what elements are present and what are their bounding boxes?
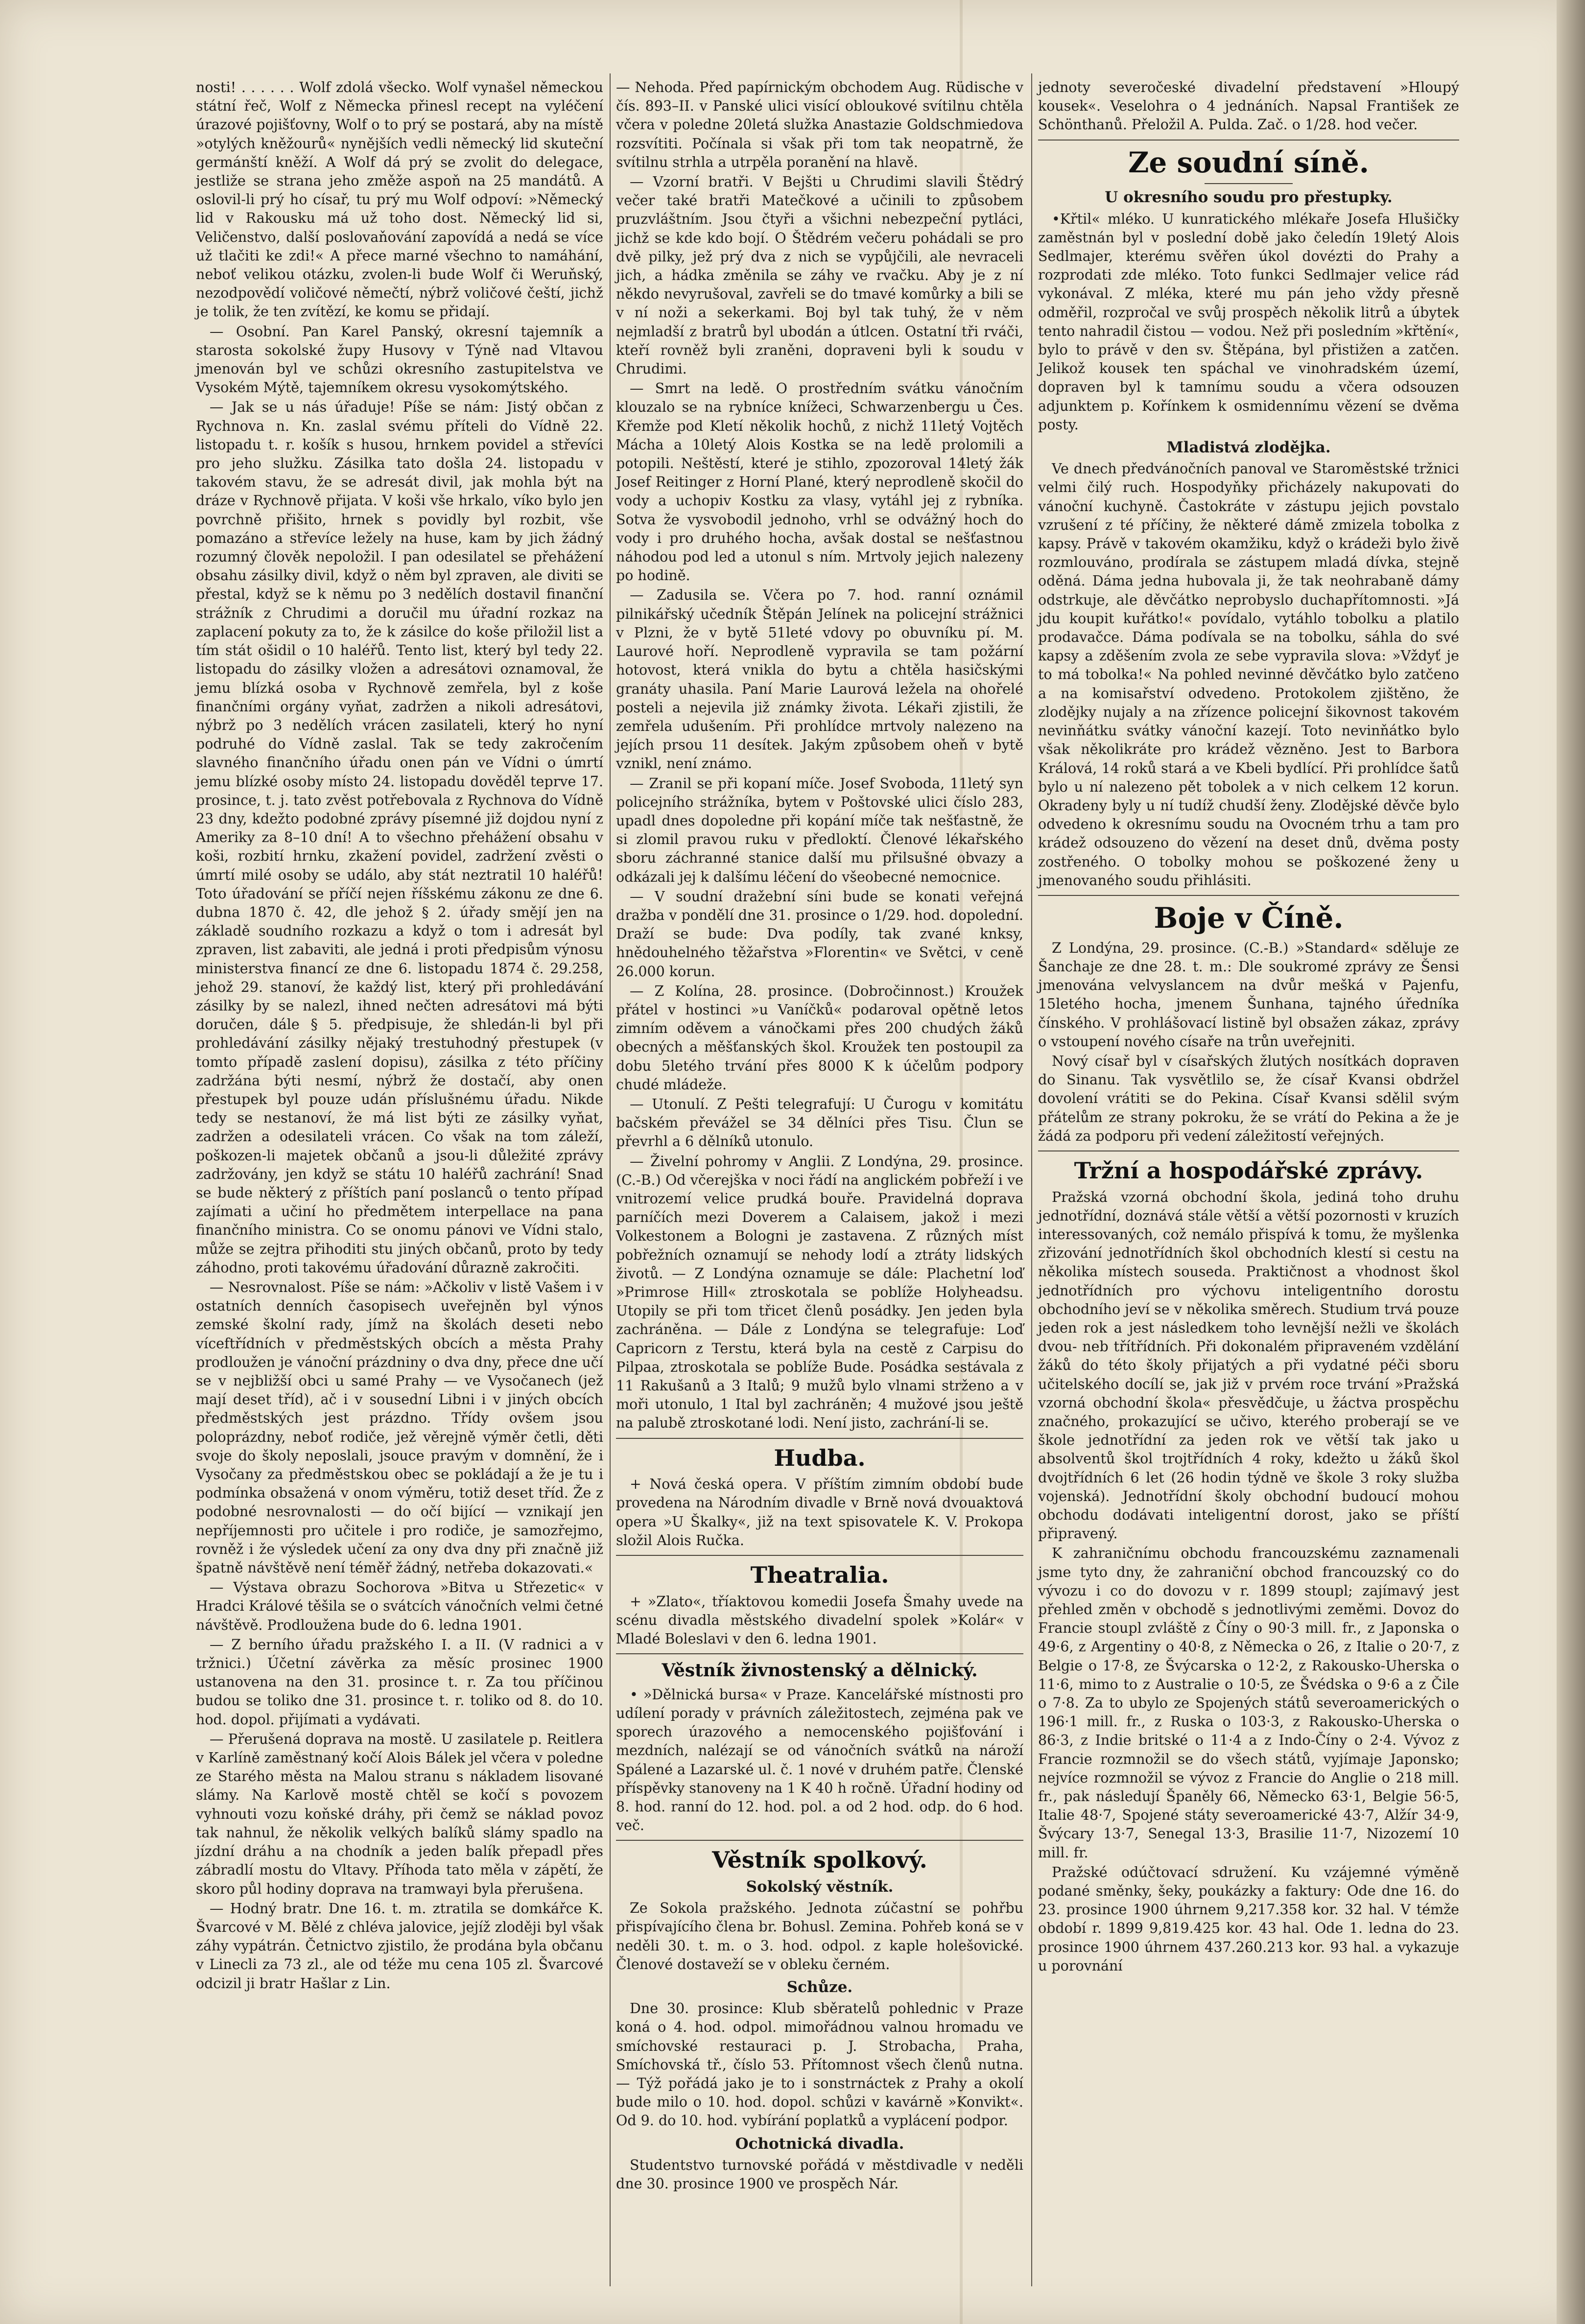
column-middle	[616, 78, 1023, 2194]
subheading-okresni-soud: U okresního soudu pro přestupky.	[1105, 188, 1393, 207]
section-rule	[616, 1653, 1023, 1654]
article-schuze: Dne 30. prosince: Klub sběratelů pohlednic v Praze koná o 4. hod. odpol. mimořádnou valnou hromadu ve smíchovské restauraci p. J. Strobacha, Praha, Smíchovská tř., číslo 53. Přítomnost všech členů nutna. — Týž pořádá jako je to i sonstrnáctek z Prahy a okolí bude milo o 10. hod. dopol. schůzi v kavárně »Konvikt«. Od 9. do 10. hod. vybírání poplatků a vyplácení podpor.	[616, 2000, 1023, 2129]
article-sokol-prazsky: Ze Sokola pražského. Jednota zúčastní se pohřbu přispívajícího člena br. Bohusl. Zemina. Pohřeb koná se v neděli 30. t. m. o 3. hod. odpol. z kaple holešovické. Členové dostaveží se v obleku černém.	[616, 1900, 1023, 1972]
article-osobni: — Osobní. Pan Karel Panský, okresní tajemník a starosta sokolské župy Husovy v Týně nad Vltavou jmenován byl ve schůzi okresního zastupitelstva ve Vysokém Mýtě, tajemníkem okresu vysokomýtského.	[196, 323, 603, 396]
subheading-ochotnicka-divadla: Ochotnická divadla.	[735, 2135, 904, 2153]
column-left	[196, 78, 603, 1994]
article-smrt-na-lede: — Smrt na ledě. O prostředním svátku vánočním klouzalo se na rybníce knížeci, Schwarzenbergu u Čes. Křemže pod Kletí několik hochů, z nichž 11letý Vojtěch Mácha a 10letý Alois Kostka se na ledě prolomili a potopili. Neštěstí, které je stihlo, zpozoroval 14letý žák Josef Reitinger z Horní Plané, který neprodleně skočil do vody a uchopiv Kostku za vlasy, vytáhl jej z rybníka. Sotva že vysvobodil jednoho, vrhl se odvážný hoch do vody i pro druhého hocha, avšak dostal se nešťastnou náhodou pod led a utonul s ním. Mrtvoly jejich nalezeny po hodině.	[616, 380, 1023, 584]
section-heading-ze-soudni-sine: Ze soudní síně.	[1128, 145, 1369, 179]
article-wolf-end: nosti! . . . . . . Wolf zdolá všecko. Wolf vynašel německou státní řeč, Wolf z Německa přinesl recept na vyléčení úrazové pojišťovny, Wolf o to prý se postará, aby na místě »otylých kněžourů« nynějších vedli německý lid skuteční germánští kněží. A Wolf dá prý se zvolit do delegace, jestliže se strana jeho změže aspoň na 25 mandátů. A oslovil-li prý ho císař, tu prý mu Wolf odpoví: »Německý lid v Rakousku má už toho dost. Německý lid si, Veličenstvo, další poslovaňování zapovídá a nedá se více už tlačiti ke zdi!« A přece marné všechno to namáhání, neboť velikou otázku, zvolen-li bude Wolf či Weruňský, nezodpovědí voličové němečtí, nýbrž voličové čeští, jichž je tolik, že ten zvítězí, ke komu se přidají.	[196, 79, 603, 320]
article-berni-urad: — Z berního úřadu pražského I. a II. (V radnici a v tržnici.) Účetní závěrka za měsíc prosinec 1900 ustanovena na den 31. prosince t. r. Za tou příčinou budou se toliko dne 31. prosince t. r. toliko od 8. do 10. hod. dopol. přijímati a vydávati.	[196, 1636, 603, 1728]
section-heading-vestnik-spolkovy: Věstník spolkový.	[712, 1847, 927, 1874]
section-heading-theatralia: Theatralia.	[750, 1562, 889, 1589]
article-zivelni-pohromy: — Živelní pohromy v Anglii. Z Londýna, 29. prosince. (C.-B.) Od včerejška v noci řádí na anglickém pobřeží i ve vnitrozemí velice prudká bouře. Pravidelná doprava parníčích mezi Doverem a Calaisem, jakož i mezi Volkestonem a Bologni je zastavena. Z různých míst pobřežních oznamují se nehody lodí a ztráty lidských životů. — Z Londýna oznamuje se dále: Plachetní loď »Primrose Hill« ztroskotala se poblíže Holyheadsu. Utopily se při tom třicet členů posádky. Jen jeden byla zachráněna. — Dále z Londýna se telegrafuje: Loď Capricorn z Terstu, která byla na cestě z Carpisu do Pilpaa, ztroskotala se poblíže Bude. Posádka sestávala z 11 Rakušanů a 3 Italů; 9 mužů bylo vlnami strženo a v moři utonulo, 1 Ital byl zachráněn; 4 mužové jsou ještě na palubě ztroskotané lodi. Není jisto, zachrání-li se.	[616, 1153, 1023, 1432]
article-kritil-mleko: •Křtil« mléko. U kunratického mlékaře Josefa Hlušičky zaměstnán byl v poslední době jako čeledín 19letý Alois Sedlmajer, kterému svěřen úkol dovézti do Prahy a rozprodati zde mléko. Toto funkci Sedlmajer velice rád vykonával. Z mléka, které mu pán jeho vždy přesně odměřil, rozpročal ve svůj prospěch několik litrů a úbytek tento nahradil čistou — vodou. Než při posledním »křtění«, bylo to právě v den sv. Štěpána, byl přistižen a zatčen. Jelikož kousek ten spáchal ve vinohradském území, dopraven byl k tamnímu soudu a včera odsouzen adjunktem p. Kořínkem k osmidennímu vězení se dvěma posty.	[1038, 211, 1459, 433]
article-z-kolina: — Z Kolína, 28. prosince. (Dobročinnost.) Kroužek přátel v hostinci »u Vaníčků« podaroval opětně letos zimním oděvem a vánočkami přes 200 chudých žáků obecných a měšťanských škol. Kroužek ten postoupil za dobu 5letého trvání přes 8000 K k účelům podpory chudé mládeže.	[616, 983, 1023, 1093]
article-soudni-drazba: — V soudní dražební síni bude se konati veřejná dražba v pondělí dne 31. prosince o 1/29. hod. dopolední. Draží se bude: Dva podíly, tak zvané knksy, hnědouhelného těžařstva »Florentin« ve Světci, v ceně 26.000 korun.	[616, 888, 1023, 980]
article-nehoda: — Nehoda. Před papírnickým obchodem Aug. Rüdische v čís. 893–II. v Panské ulici visící obloukové svítilnu chtěla včera v poledne 20letá služka Anastazie Goldschmiedova rozsvítiti. Počínala si však při tom tak neopatrně, že svítilnu strhla a utrpěla poranění na hlavě.	[616, 79, 1023, 170]
article-ochotnicka-divadla: Studentstvo turnovské pořádá v městdivadle v neděli dne 30. prosince 1900 ve prospěch Nár.	[616, 2157, 1023, 2192]
article-utonuli: — Utonulí. Z Pešti telegrafují: U Čurogu v komitátu bačském převážel se 34 dělníci přes Tisu. Člun se převrhl a 6 dělníků utonulo.	[616, 1096, 1023, 1150]
article-ochotnicka-continued: jednoty severočeské divadelní představení »Hloupý kousek«. Veselohra o 4 jednáních. Napsal František ze Schönthanů. Přeložil A. Pulda. Zač. o 1/28. hod večer.	[1038, 79, 1459, 133]
article-zadusila-se: — Zadusila se. Včera po 7. hod. ranní oznámil pilnikářský učedník Štěpán Jelínek na policejní strážnici v Plzni, že v bytě 51leté vdovy po obuvníku pí. M. Laurové hoří. Neprodleně vypravila se tam požární hotovost, která vnikla do bytu a chtěla hasičskými granáty uhasila. Paní Marie Laurová ležela na ohořelé posteli a nejevila již známky života. Lékaři zjistili, že zemřela udušením. Při prohlídce mrtvoly nalezeno na jejích prsou 11 desítek. Jakým způsobem oheň v bytě vznikl, není známo.	[616, 587, 1023, 772]
column-divider	[1031, 73, 1032, 2286]
section-rule	[1038, 895, 1459, 896]
column-divider	[610, 73, 611, 2286]
subheading-mladistva-zlodejka: Mladistvá zlodějka.	[1166, 439, 1331, 457]
article-mladistva-zlodejka: Ve dnech předvánočních panoval ve Staroměstské tržnici velmi čilý ruch. Hospodyňky přicházely nakupovati do vánoční kuchyně. Častokráte v zástupu jejich povstalo vzrušení z té příčiny, že některé dámě zmizela tobolka z kapsy. Právě v takovém okamžiku, když o krádeži bylo živě rozmlouváno, prodírala se zástupem mladá dívka, stejně oděná. Dáma jedna hubovala ji, že tak neohrabaně dámy odstrkuje, ale děvčátko neprobyslo duchapřítomnosti. »Já jdu koupit kuřátko!« povídalo, vytáhlo tobolku a platilo prodavačce. Dáma podívala se na tobolku, sáhla do své kapsy a zděšením zvola ze sebe vypravila slova: »Vždyť je to má tobolka!« Na pohled nevinné děvčátko bylo zatčeno a na komisařství odvedeno. Protokolem zjištěno, že zlodějky nujaly a na zřízence policejní šikovnost takovém nevinňátku svátky vánoční kazejí. Toto nevinňátko bylo však několikráte pro krádež vězněno. Jest to Barbora Králová, 14 roků stará a ve Kbeli bydlící. Při prohlídce šatů bylo u ní nalezeno pět tobolek a v nich celkem 12 korun. Okradeny byly u ní tudíž chudší ženy. Zlodějské děvče bylo odvedeno k okresnímu soudu na Ovocném trhu a tam pro krádež odsouzeno do vězení na deset dnů, dvěma posty zostřeného. O tobolky mohou se poškozené ženy u jmenovaného soudu přihlásiti.	[1038, 461, 1459, 889]
page-edge-shadow	[1557, 0, 1585, 2324]
article-zahranicni-obchod: K zahraničnímu obchodu francouzskému zaznamenali jsme tyto dny, že zahraniční obchod francouzský co do vývozu i co do dovozu v r. 1899 stoupl; zajímavý jest přehled změn v obchodě s jednotlivými zeměmi. Dovoz do Francie stoupl zvláště z Číny o 90·3 mill. fr., z Japonska o 49·6, z Argentiny o 40·8, z Německa o 26, z Italie o 20·7, z Belgie o 17·8, ze Švýcarska o 12·2, z Rakousko-Uherska o 11·6, mimo to z Australie o 10·5, ze Švédska o 9·6 a z Čile o 7·8. Za to ubylo ze Spojených států severoamerických o 196·1 mill. fr., z Ruska o 103·3, z Rakousko-Uherska o 86·3, z Indie britské o 11·4 a z Indo-Číny o 2·4. Vývoz z Francie rozmnožil se do všech států, vyjímaje Japonsko; nejvíce rozmnožil se vývoz z Francie do Anglie o 218 mill. fr., pak následují Španěly 66, Německo 63·1, Belgie 56·5, Italie 48·7, Spojené státy severoamerické 43·7, Alžír 34·9, Švýcary 13·7, Senegal 13·3, Brasilie 11·7, Nizozemí 10 mill. fr.	[1038, 1545, 1459, 1861]
article-odúctovaci-sdruzeni: Pražské odúčtovací sdružení. Ku vzájemné výměně podané směnky, šeky, poukázky a faktury: Ode dne 16. do 23. prosince 1900 úhrnem 9,217.358 kor. 32 hal. V témže období r. 1899 9,819.425 kor. 43 hal. Ode 1. ledna do 23. prosince 1900 úhrnem 437.260.213 kor. 93 hal. a vykazuje u porovnání	[1038, 1864, 1459, 1974]
section-rule	[1038, 1150, 1459, 1151]
column-right	[1038, 78, 1459, 1976]
section-heading-boje-v-cine: Boje v Číně.	[1154, 901, 1344, 935]
article-novy-cisar: Nový císař byl v císařských žlutých nosítkách dopraven do Sinanu. Tak vysvětlilo se, že císař Kvansi obdržel dovolení vrátiti se do Pekina. Císař Kvansi sdělil svým přátelům ze strany pokroku, že se vrátí do Pekina a že je žádá za podporu při vedení záležitostí veřejných.	[1038, 1053, 1459, 1144]
section-heading-vestnik-zivnostensky: Věstník živnostenský a dělnický.	[662, 1660, 978, 1681]
article-vystava-obrazu: — Výstava obrazu Sochorova »Bitva u Střezetic« v Hradci Králové těšila se o svátcích vánočních velmi četné návštěvě. Prodloužena bude do 6. ledna 1901.	[196, 1579, 603, 1633]
article-nesrovnalost: — Nesrovnalost. Píše se nám: »Ačkoliv v listě Vašem i v ostatních denních časopisech uveřejněn byl výnos zemské školní rady, jímž na školách deseti nebo víceftřídních v předměstských obcích a města Prahy prodloužen je vánoční prázdniny o dva dny, přece dne učí se v nejbližší obci u samé Prahy — ve Vysočanech (jež mají deset tříd), ač i v sousední Libni i v jiných obcích předměstských jest prázdno. Třídy ovšem jsou poloprázdny, neboť rodiče, jež věrejně výměr četli, děti svoje do školy neposlali, jsouce pravým v domnění, že i Vysočany za předměstskou obec se pokládají a že je tu i podmínka obsažená v onom výměru, totiž deset tříd. Že z podobné nesrovnalosti — do očí bijící — vznikají jen nepříjemnosti pro učitele i pro rodiče, je samozřejmo, rovněž i že výsledek učení za ony dva dny při značně již špatně návštěvě není téměř žádný, netřeba dokazovati.«	[196, 1279, 603, 1576]
article-hodny-bratr: — Hodný bratr. Dne 16. t. m. ztratila se domkářce K. Švarcové v M. Bělé z chléva jalovice, jejíž zloději byl však záhy vypátrán. Četnictvo zjistilo, že prodána byla občanu v Linecli za 73 zl., ale od téže mu cena 105 zl. Švarcové odcizil ji bratr Hašlar z Lin.	[196, 1900, 603, 1992]
article-vzorni-bratri: — Vzorní bratři. V Bejšti u Chrudimi slavili Štědrý večer také bratři Matečkové a učinili to způsobem pruzvláštním. Jsou čtyři a všichni nebezpeční pytláci, jichž se kde kdo bojí. O Štědrém večeru pohádali se pro dvě pilky, jež prý dva z nich se vypůjčili, ale nevraceli jich, a hádka změnila se záhy ve rvačku. Aby je z ní někdo nevyrušoval, zavřeli se do tmavé komůrky a bili se v ní noži a sekerkami. Boj byl tak tuhý, že v něm nejmladší z bratrů byl ubodán a útlcen. Ostatní tři rváči, kteří rovněž byli zraněni, dopraveni byli k soudu v Chrudimi.	[616, 174, 1023, 377]
article-prerusena-doprava: — Přerušená doprava na mostě. U zasilatele p. Reitlera v Karlíně zaměstnaný kočí Alois Bálek jel včera v poledne ze Starého města na Malou stranu s nákladem lisované slámy. Na Karlově mostě chtěl se kočí s povozem vyhnouti vozu koňské dráhy, při čemž se náklad povoz tak nahnul, že několik velkých balíků slámy spadlo na jízdní dráhu a na chodník a jeden balík přepadl přes zábradlí mostu do Vltavy. Příhoda tato měla v zápětí, že skoro půl hodiny doprava na tramwayi byla přerušena.	[196, 1731, 603, 1897]
article-jak-se-u-nas-uraduje: — Jak se u nás úřaduje! Píše se nám: Jistý občan z Rychnova n. Kn. zaslal svému příteli do Vídně 22. listopadu t. r. košík s husou, hrnkem povidel a střevíci pro jeho služku. Zásilka tato došla 24. listopadu v takovém stavu, že se adresát divil, jak mohla být na dráze v Rychnově přijata. V koši vše hrkalo, víko bylo jen povrchně přišito, hrnek s povidly byl rozbit, vše pomazáno a střevíce ležely na huse, kam by jich žádný rozumný člověk nepoložil. I pan odesilatel se přehážení obsahu zásilky divil, když o něm byl zpraven, ale diviti se přestal, když se k němu po 3 nedělích dostavil finanční strážník z Chrudimi a doručil mu úřadní rozkaz na zaplacení pokuty za to, že k zásilce do koše přiložil list a tím stát ošidil o 10 haléřů. Tento list, který byl tedy 22. listopadu do zásilky vložen a adresátovi oznamoval, že jemu blízká osoba v Rychnově zemřela, byl z koše finančními orgány vyňat, zadržen a nikoli adresátovi, nýbrž po 3 nedělích vrácen zasilateli, který ho nyní podruhé do Vídně zaslal. Tak se tedy zakročením slavného finančního úřadu onen pán ve Vídni o úmrtí jemu blízké osoby místo 24. listopadu dověděl teprve 17. prosince, t. j. tato zvěst potřebovala z Rychnova do Vídně 23 dny, kdežto podobné zprávy písemné již dojdou nyní z Ameriky za 8–10 dní! A to všechno přehážení obsahu v koši, rozbití hrnku, zkažení povidel, zadržení zvěsti o úmrtí milé osoby se událo, aby stát neztratil 10 haléřů! Toto úřadování se příčí nejen říšskému zákonu ze dne 6. dubna 1870 č. 42, dle jehož § 2. úřady smějí jen na základě soudního rozkazu a když o tom i adresát byl zpraven, list zabaviti, ale jedná i proti předpisům výnosu ministerstva financí ze dne 6. listopadu 1874 č. 29.258, jehož 29. stanoví, že každý list, který při prohledávání zásilky by se nalezl, ihned nečten adresátovi má býti doručen, dále § 5. předpisuje, že shledán-li byl při prohledávání zásilky nějaký trestuhodný přestupek (v tomto případě zaslení dopisu), zásilka z této příčiny zadržána býti nesmí, nýbrž že dostačí, aby onen přestupek byl pouze udán příslušnému úřadu. Nikde tedy se nestanoví, že má list býti ze zásilky vyňat, zadržen a odesilateli vrácen. Co však na tom záleží, poškozen-li majetek občanů a jsou-li důležité zprávy zadržovány, jen když se státu 10 haléřů zachrání! Snad se bude některý z příštích paní poslanců o tento případ zajímati a učiní ho předmětem interpellace na pana finančního ministra. Co se onomu pánovi ve Vídni stalo, může se zejtra přihoditi stu jiných občanů, proto by tedy záhodno, proti takovému úřadování důrazně zakročiti.	[196, 399, 603, 1276]
subheading-schuze: Schůze.	[786, 1978, 853, 1996]
subheading-sokolsky-vestnik: Sokolský věstník.	[746, 1878, 894, 1896]
section-heading-trzni-zpravy: Tržní a hospodářské zprávy.	[1074, 1157, 1423, 1184]
article-hudba: + Nová česká opera. V příštím zimním období bude provedena na Národním divadle v Brně nová dvouaktová opera »U Škalky«, již na text spisovatele K. V. Prokopa složil Alois Ručka.	[616, 1476, 1023, 1549]
section-rule	[616, 1438, 1023, 1439]
article-z-londyna: Z Londýna, 29. prosince. (C.-B.) »Standard« sděluje ze Šanchaje ze dne 28. t. m.: Dle soukromé zprávy ze Šensi jmenována velvyslancem na dvůr mešká v Pajenfu, 15letého hocha, jmenem Šunhana, tajného úředníka čínského. V prohlášovací listině byl obsažen zákaz, zprávy o vstoupení nového císaře na trůn uveřejniti.	[1038, 939, 1459, 1050]
article-zranil-se: — Zranil se při kopaní míče. Josef Svoboda, 11letý syn policejního strážníka, bytem v Poštovské ulici číslo 283, upadl dnes dopoledne při kopání míče tak nešťastně, že si zlomil pravou ruku v předloktí. Členové lékařského sboru záchranné stanice další mu přilsušné obvazy a odkázali jej k dalšímu léčení do všeobecné nemocnice.	[616, 775, 1023, 885]
section-heading-hudba: Hudba.	[774, 1444, 866, 1471]
section-rule	[616, 1555, 1023, 1556]
article-vzorna-obchodni-skola: Pražská vzorná obchodní škola, jediná toho druhu jednotřídní, doznává stále větší a větší pozornosti v kruzích interessovaných, což nemálo přispívá k tomu, že myšlenka zřizování jednotřídních škol obchodních klestí si cestu na několika místech souseda. Praktičnost a vhodnost škol jednotřídních pro výchovu inteligentního dorostu obchodního jeví se v několika směrech. Studium trvá pouze jeden rok a jest následkem toho levnější nežli ve školách dvou- neb třítřídních. Při dokonalém připraveném vzdělání žáků do této školy přijatých a při vydatné péči sboru učitelského docílí se, jak již v prvém roce trvání »Pražská vzorná obchodní škola« přesvědčuje, u žáctva prospěchu značného, prokazující se učivo, kterého proberají se ve škole jednotřídní za jeden rok ve větší tak jako u absolventů škol trojtřídních 4 roky, kdežto u žáků škol dvojtřídních 6 let (26 hodin týdně ve škole 3 roky služba vojenská). Jednotřídní školy obchodní budoucí mohou obchodu dodávati inteligentní dorost, jako se příští připravený.	[1038, 1189, 1459, 1542]
section-rule	[616, 1840, 1023, 1841]
article-delnicka-bursa: • »Dělnická bursa« v Praze. Kancelářské místnosti pro udílení porady v právních záležitostech, zejména pak ve sporech úrazového a nemocenského pojišťování i mezdních, nalézají se od vánočních svátků na nároží Spálené a Lazarské ul. č. 1 nové v druhém patře. Členské příspěvky stanoveny na 1 K 40 h ročně. Úřadní hodiny od 8. hod. ranní do 12. hod. pol. a od 2 hod. odp. do 6 hod. več.	[616, 1686, 1023, 1834]
section-rule	[1038, 140, 1459, 141]
short-rule	[1205, 183, 1293, 184]
article-theatralia: + »Zlato«, tříaktovou komedii Josefa Šmahy uvede na scénu divadla městského divadelní spolek »Kolár« v Mladé Boleslavi v den 6. ledna 1901.	[616, 1593, 1023, 1647]
